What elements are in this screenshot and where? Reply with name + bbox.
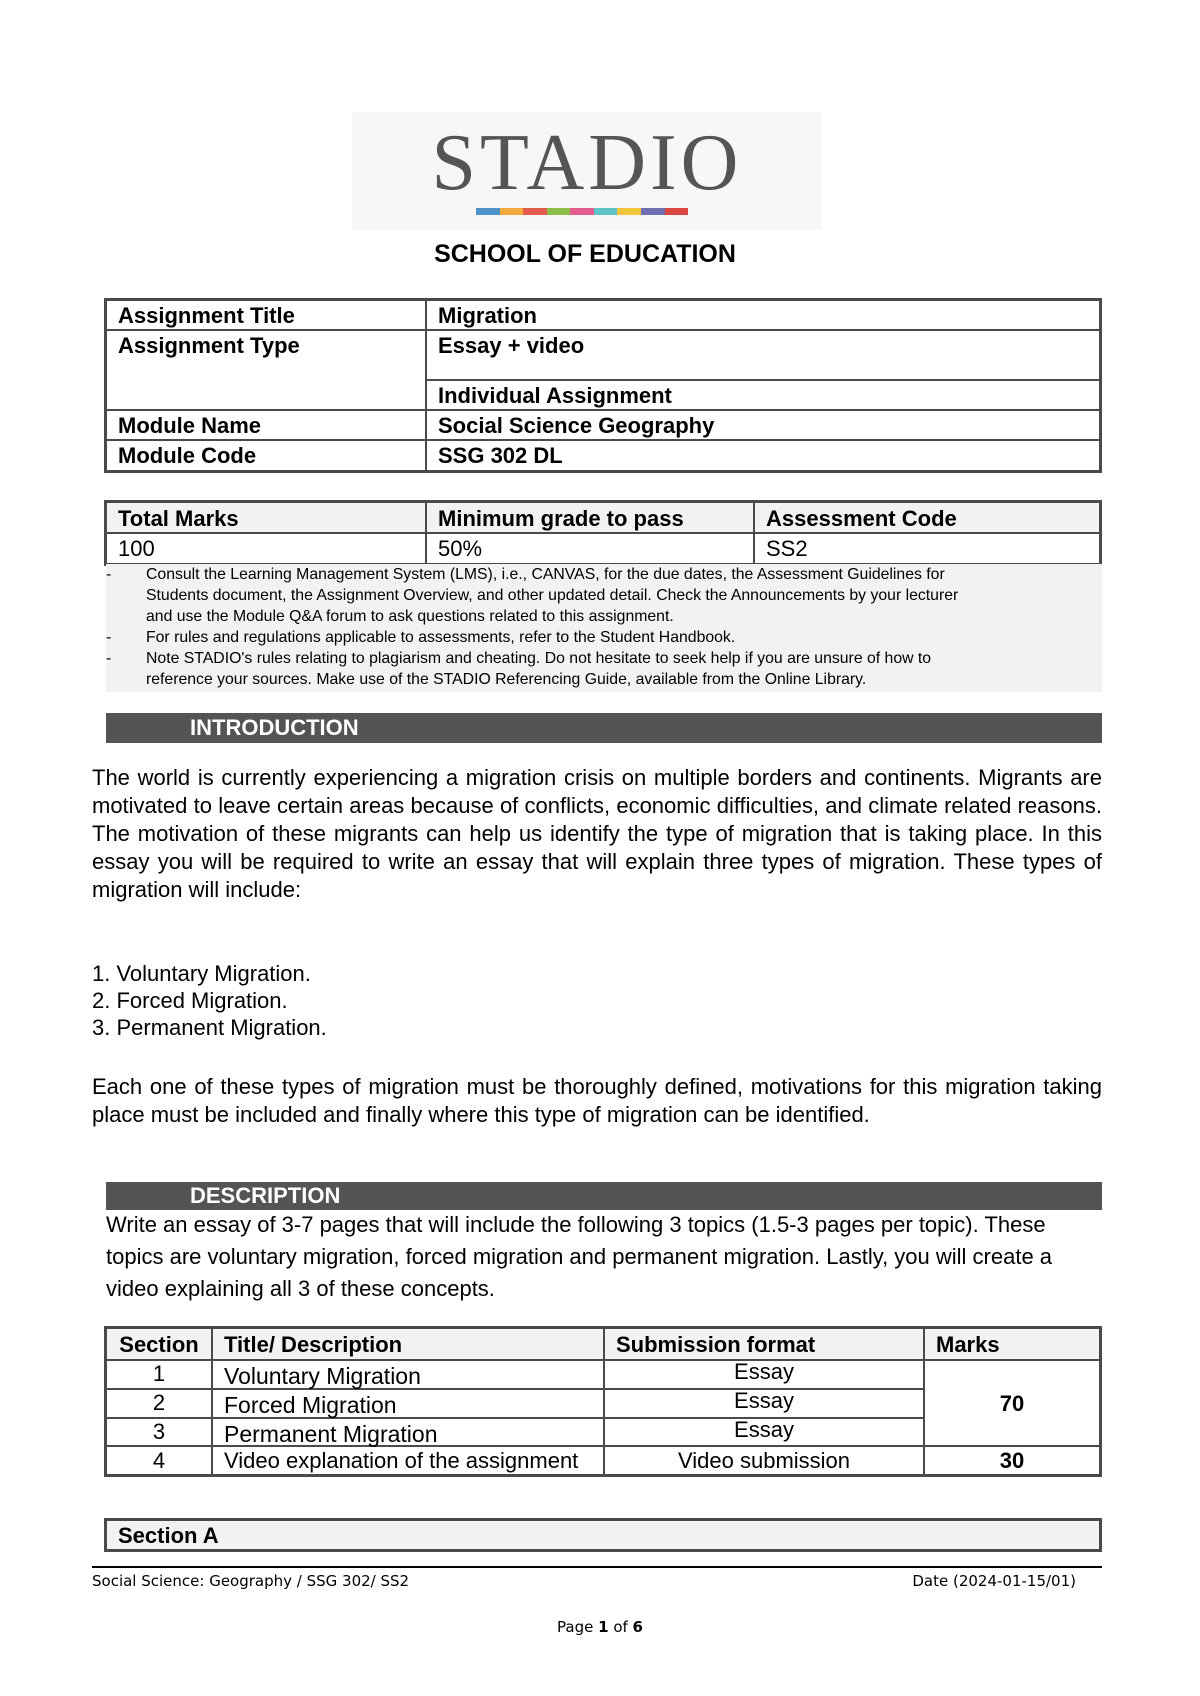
row-title: Permanent Migration: [224, 1421, 438, 1447]
list-item: 1. Voluntary Migration.: [92, 961, 311, 986]
min-grade-header: Minimum grade to pass: [438, 506, 684, 531]
row-format: Video submission: [677, 1448, 851, 1473]
footer-left: Social Science: Geography / SSG 302/ SS2: [92, 1572, 410, 1590]
row-title: Video explanation of the assignment: [224, 1448, 579, 1473]
logo-stripe-segment: [523, 208, 547, 215]
module-name-value: Social Science Geography: [438, 413, 715, 438]
row-format: Essay: [734, 1359, 794, 1384]
module-name-label: Module Name: [118, 413, 262, 438]
logo-stripe-segment: [547, 208, 571, 215]
logo-stripe-segment: [500, 208, 524, 215]
footer-rule: [92, 1566, 1102, 1568]
assignment-type-value: Essay + video: [438, 333, 585, 358]
module-code-value: SSG 302 DL: [438, 443, 563, 468]
assignment-title-label: Assignment Title: [118, 303, 295, 328]
school-heading: SCHOOL OF EDUCATION: [434, 240, 736, 268]
section-a-box: [104, 1518, 1102, 1552]
total-marks-value: 100: [118, 536, 155, 561]
section-header: Section: [119, 1332, 199, 1357]
marks-header: Marks: [936, 1332, 1000, 1357]
list-item: 2. Forced Migration.: [92, 988, 288, 1013]
list-item: 3. Permanent Migration.: [92, 1015, 327, 1040]
description-heading: DESCRIPTION: [190, 1183, 341, 1208]
introduction-paragraph-2: Each one of these types of migration must be thoroughly defined, motivations for this migration taking place must be included and finally where this type of migration can be identified.: [92, 1074, 1102, 1127]
marks-video-value: 30: [999, 1448, 1025, 1473]
module-code-label: Module Code: [118, 443, 257, 468]
min-grade-value: 50%: [438, 536, 483, 561]
logo-stripe-segment: [617, 208, 641, 215]
introduction-heading: INTRODUCTION: [190, 715, 359, 740]
assessment-code-header: Assessment Code: [766, 506, 957, 531]
logo-wordmark: STADIO: [431, 119, 743, 207]
row-section: 2: [152, 1390, 166, 1415]
assignment-title-value: Migration: [438, 303, 537, 328]
section-a-heading: Section A: [118, 1523, 219, 1548]
logo-stripe-segment: [665, 208, 689, 215]
footer-date: Date (2024-01-15/01): [912, 1572, 1076, 1590]
marks-group-value: 70: [999, 1391, 1025, 1416]
title-header: Title/ Description: [224, 1332, 403, 1357]
introduction-heading-bar: [106, 713, 1102, 743]
stadio-logo: [352, 112, 822, 230]
notes-list: - Consult the Learning Management System (LMS), i.e., CANVAS, for the due dates, the Assessment Guidelines for Students document, the Assignment Overview, and other updated detail. Check the Announcements by your lecturer and use the Module Q&A forum to ask questions related to this assignment. - For rules and regulations applicable to assessments, refer to the Student Handbook. - Note STADIO's rules relating to plagiarism and cheating. Do not hesitate to seek help if you are unsure of how to reference your sources. Make use of the STADIO Referencing Guide, available from the Online Library.: [106, 564, 1102, 692]
row-section: 1: [152, 1361, 166, 1386]
marks-table: [104, 500, 1102, 566]
logo-color-stripe: [476, 208, 688, 215]
logo-stripe-segment: [570, 208, 594, 215]
description-heading-bar: [106, 1182, 1102, 1210]
assignment-type-label: Assignment Type: [118, 333, 300, 358]
assessment-code-value: SS2: [766, 536, 808, 561]
assignment-info-table: [104, 298, 1102, 473]
introduction-paragraph: The world is currently experiencing a migration crisis on multiple borders and continents. Migrants are motivated to leave certain areas because of conflicts, economic difficulties, and climate related reasons. The motivation of these migrants can help us identify the type of migration that is taking place. In this essay you will be required to write an essay that will explain three types of migration. These types of migration will include:: [92, 765, 1102, 902]
page-number: Page 1 of 6: [557, 1618, 643, 1636]
row-format: Essay: [734, 1388, 794, 1413]
format-header: Submission format: [616, 1332, 816, 1357]
assignment-type-value-2: Individual Assignment: [438, 383, 672, 408]
total-marks-header: Total Marks: [118, 506, 239, 531]
row-format: Essay: [734, 1417, 794, 1442]
sections-table: [104, 1326, 1102, 1477]
logo-stripe-segment: [641, 208, 665, 215]
row-title: Forced Migration: [224, 1392, 397, 1418]
row-title: Voluntary Migration: [224, 1363, 421, 1389]
description-text: Write an essay of 3-7 pages that will include the following 3 topics (1.5-3 pages per topic). These topics are voluntary migration, forced migration and permanent migration. Lastly, you will create a video explaining all 3 of these concepts.: [106, 1212, 1053, 1301]
row-section: 4: [152, 1448, 166, 1473]
row-section: 3: [152, 1419, 166, 1444]
logo-stripe-segment: [476, 208, 500, 215]
logo-stripe-segment: [594, 208, 618, 215]
